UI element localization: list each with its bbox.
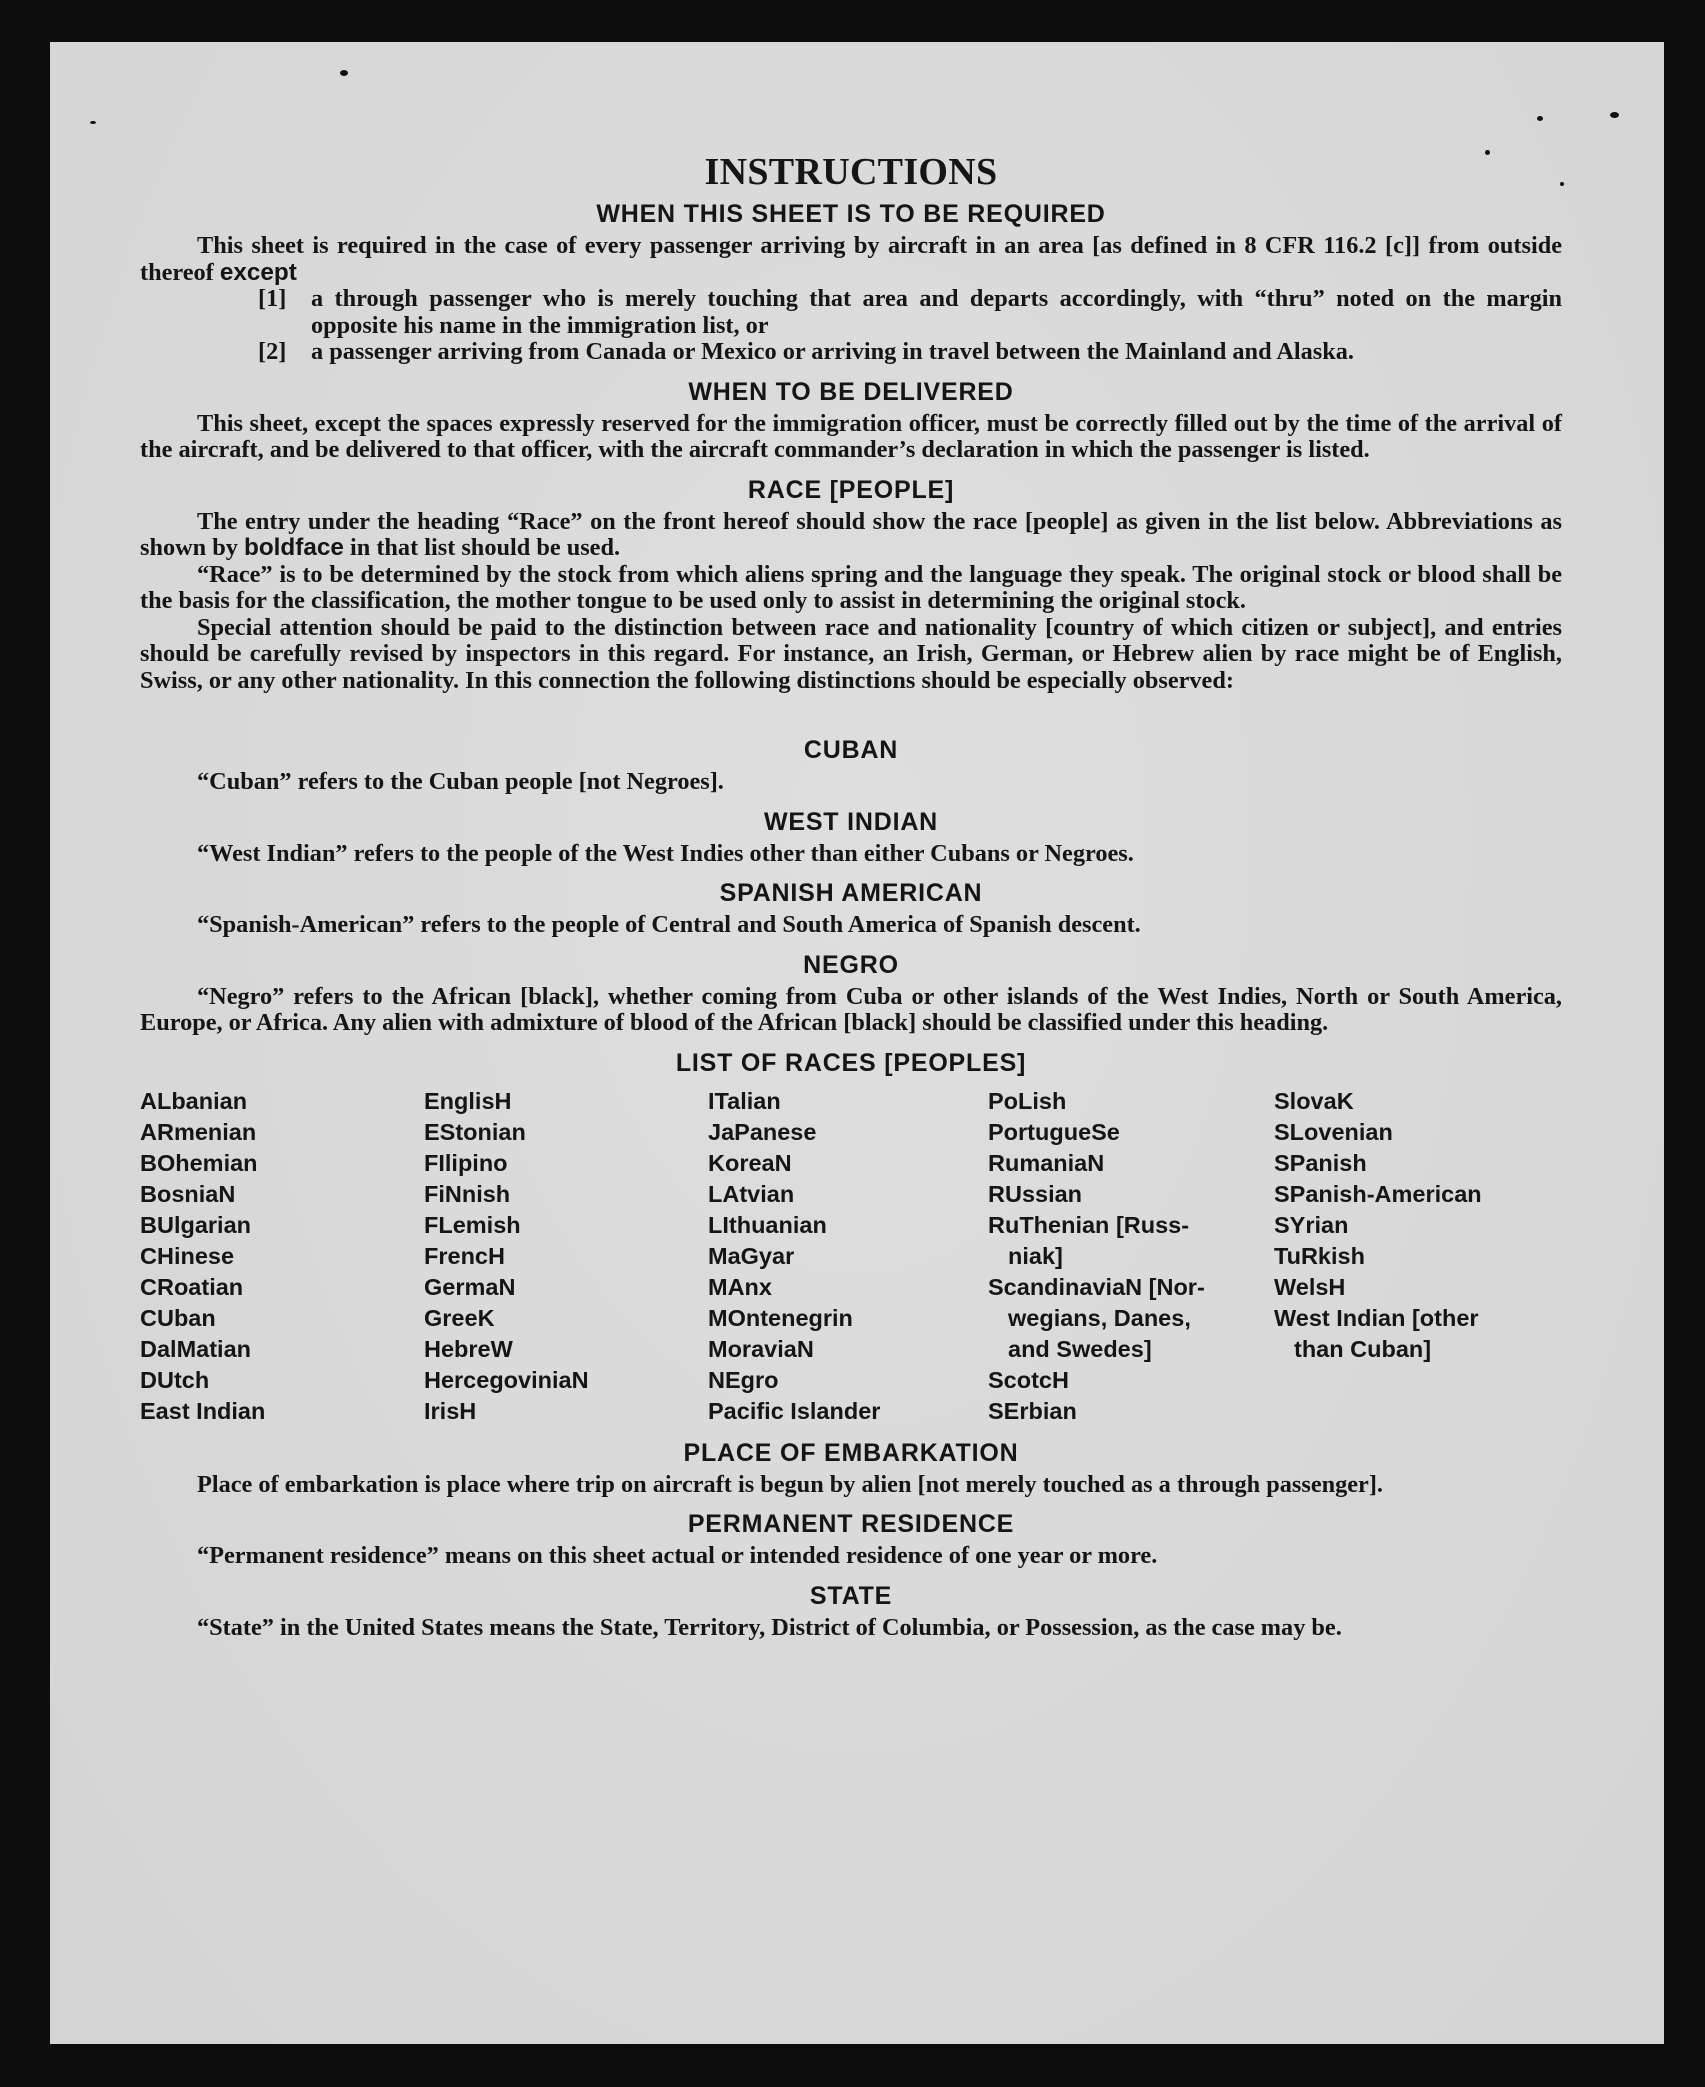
- race-entry: HebreW: [424, 1335, 513, 1362]
- document-sheet: [50, 42, 1664, 2044]
- race-entry: SPanish: [1274, 1149, 1367, 1176]
- race-entry: SYrian: [1274, 1211, 1349, 1238]
- section-negro: [140, 951, 1562, 1037]
- section-heading: WHEN TO BE DELIVERED: [688, 377, 1014, 406]
- race-entry: GermaN: [424, 1273, 516, 1300]
- instructions-content: [140, 150, 1562, 1653]
- scan-speck: [90, 121, 96, 124]
- section-when-required: [140, 200, 1562, 366]
- section-heading: SPANISH AMERICAN: [719, 879, 983, 907]
- race-entry: KoreaN: [708, 1149, 792, 1176]
- race-entry: FIlipino: [424, 1149, 508, 1176]
- section-text: Place of embarkation is place where trip on aircraft is begun by alien [not merely touched as a through passenger].: [197, 1470, 1383, 1498]
- race-entry: LIthuanian: [708, 1211, 827, 1238]
- race-entry: LAtvian: [708, 1180, 795, 1207]
- race-entry: wegians, Danes,: [1008, 1304, 1191, 1331]
- race-entry: BUlgarian: [140, 1211, 251, 1238]
- section-text: This sheet is required in the case of every passenger arriving by aircraft in an area [as defined in 8 CFR 116.2 [c]] from outside thereof except: [140, 232, 1562, 286]
- race-entry: MoraviaN: [708, 1335, 814, 1362]
- race-entry: ARmenian: [140, 1118, 257, 1145]
- race-entry: TuRkish: [1274, 1242, 1365, 1269]
- race-entry: NEgro: [708, 1366, 779, 1393]
- race-entry: West Indian [other: [1274, 1304, 1479, 1331]
- race-entry: ALbanian: [140, 1087, 248, 1114]
- race-entry: niak]: [1008, 1242, 1063, 1269]
- race-entry: EnglisH: [424, 1087, 512, 1114]
- section-heading: CUBAN: [803, 736, 899, 764]
- races-table: [140, 1086, 1562, 1427]
- section-heading: WEST INDIAN: [763, 807, 939, 836]
- section-text: Special attention should be paid to the distinction between race and nationality [country of which citizen or subject], and entries should be carefully revised by inspectors in this regard. For instance, an Irish, German, or Hebrew alien by race might be of English, Swiss, or any other nationality. In this connection the following distinctions should be especially observed:: [140, 613, 1562, 694]
- race-entry: WelsH: [1274, 1273, 1346, 1300]
- section-state: [140, 1582, 1562, 1642]
- race-entry: Pacific Islander: [708, 1397, 881, 1424]
- races-column: [988, 1086, 1274, 1427]
- races-column: [424, 1086, 708, 1427]
- scan-speck: [1485, 150, 1490, 155]
- section-heading: STATE: [809, 1581, 893, 1610]
- race-entry: BOhemian: [140, 1149, 258, 1176]
- race-entry: DalMatian: [140, 1335, 251, 1362]
- race-entry: SLovenian: [1274, 1118, 1393, 1145]
- scan-speck: [1560, 182, 1564, 186]
- section-heading: NEGRO: [803, 950, 899, 979]
- race-entry: PoLish: [988, 1087, 1067, 1114]
- race-entry: HercegoviniaN: [424, 1366, 589, 1393]
- race-entry: ScandinaviaN [Nor-: [988, 1273, 1205, 1300]
- section-heading: WHEN THIS SHEET IS TO BE REQUIRED: [596, 200, 1106, 228]
- scan-speck: [340, 70, 348, 76]
- list-item: [258, 339, 1562, 366]
- race-entry: DUtch: [140, 1366, 210, 1393]
- race-entry: CRoatian: [140, 1273, 244, 1300]
- race-entry: BosniaN: [140, 1180, 236, 1207]
- race-entry: MOntenegrin: [708, 1304, 853, 1331]
- race-entry: ITalian: [708, 1087, 781, 1114]
- section-text: This sheet, except the spaces expressly reserved for the immigration officer, must be correctly filled out by the time of the arrival of the aircraft, and be delivered to that officer, with the aircraft commander’s declaration in which the passenger is listed.: [140, 409, 1562, 463]
- race-entry: PortugueSe: [988, 1118, 1120, 1145]
- section-text: “Permanent residence” means on this sheet actual or intended residence of one year or more.: [197, 1542, 1158, 1569]
- race-entry: GreeK: [424, 1304, 495, 1331]
- race-entry: CUban: [140, 1304, 216, 1331]
- section-text: The entry under the heading “Race” on the front hereof should show the race [people] as given in the list below. Abbreviations as shown by boldface in that list should be used.: [140, 507, 1562, 561]
- race-entry: EStonian: [424, 1118, 526, 1145]
- section-embarkation: [140, 1439, 1562, 1499]
- section-heading: PLACE OF EMBARKATION: [683, 1438, 1019, 1467]
- race-entry: East Indian: [140, 1397, 266, 1424]
- section-heading: RACE [PEOPLE]: [747, 475, 955, 504]
- section-spanish-american: [140, 879, 1562, 939]
- section-text: “State” in the United States means the State, Territory, District of Columbia, or Possession, as the case may be.: [197, 1613, 1342, 1641]
- section-list-of-races: [140, 1049, 1562, 1427]
- section-text: “Spanish-American” refers to the people of Central and South America of Spanish descent.: [197, 911, 1141, 938]
- section-when-delivered: [140, 378, 1562, 464]
- race-entry: RuThenian [Russ-: [988, 1211, 1190, 1238]
- races-column: [140, 1086, 424, 1427]
- item-text: a through passenger who is merely touching that area and departs accordingly, with “thru” noted on the margin opposite his name in the immigration list, or: [311, 285, 1562, 339]
- item-number: [1]: [258, 285, 287, 312]
- race-entry: MaGyar: [708, 1242, 795, 1269]
- list-item: [258, 286, 1562, 339]
- race-entry: IrisH: [424, 1397, 477, 1424]
- race-entry: than Cuban]: [1294, 1335, 1432, 1362]
- page-title: INSTRUCTIONS: [704, 151, 998, 193]
- item-number: [2]: [258, 338, 287, 365]
- race-entry: MAnx: [708, 1273, 772, 1300]
- race-entry: FLemish: [424, 1211, 521, 1238]
- section-cuban: [140, 736, 1562, 796]
- section-heading: LIST OF RACES [PEOPLES]: [675, 1048, 1027, 1077]
- scan-speck: [1537, 116, 1543, 121]
- race-entry: SlovaK: [1274, 1087, 1354, 1114]
- race-entry: ScotcH: [988, 1366, 1069, 1393]
- section-west-indian: [140, 808, 1562, 868]
- race-entry: and Swedes]: [1008, 1335, 1152, 1362]
- section-text: “Race” is to be determined by the stock from which aliens spring and the language they speak. The original stock or blood shall be the basis for the classification, the mother tongue to be used only to assist in determining the original stock.: [140, 560, 1562, 614]
- section-text: “Cuban” refers to the Cuban people [not Negroes].: [197, 768, 724, 795]
- race-entry: JaPanese: [708, 1118, 817, 1145]
- item-text: a passenger arriving from Canada or Mexico or arriving in travel between the Mainland and Alaska.: [311, 338, 1354, 365]
- section-text: “Negro” refers to the African [black], whether coming from Cuba or other islands of the West Indies, North or South America, Europe, or Africa. Any alien with admixture of blood of the African [black] should be classified under this heading.: [140, 982, 1562, 1036]
- race-entry: SPanish-American: [1274, 1180, 1482, 1207]
- section-text: “West Indian” refers to the people of the West Indies other than either Cubans or Negroes.: [197, 839, 1134, 867]
- section-permanent-residence: [140, 1510, 1562, 1570]
- section-race: [140, 476, 1562, 695]
- race-entry: SErbian: [988, 1397, 1077, 1424]
- race-entry: CHinese: [140, 1242, 235, 1269]
- races-column: [708, 1086, 988, 1427]
- race-entry: RumaniaN: [988, 1149, 1105, 1176]
- races-column: [1274, 1086, 1562, 1427]
- section-heading: PERMANENT RESIDENCE: [687, 1510, 1015, 1538]
- scan-speck: [1610, 112, 1619, 118]
- race-entry: FrencH: [424, 1242, 505, 1269]
- race-entry: FiNnish: [424, 1180, 511, 1207]
- race-entry: RUssian: [988, 1180, 1083, 1207]
